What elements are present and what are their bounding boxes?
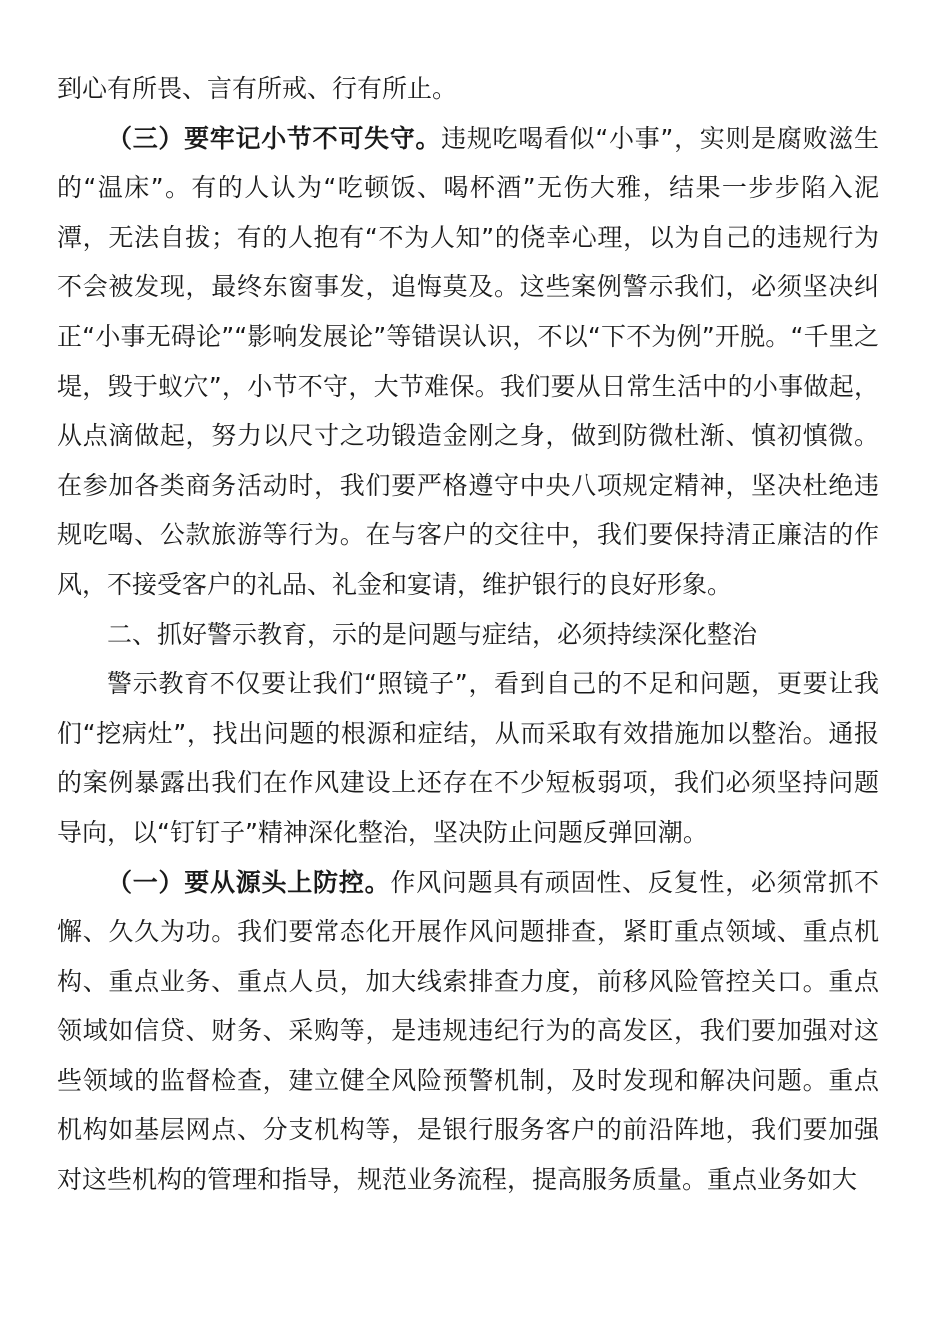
section-heading-text: 二、抓好警示教育，示的是问题与症结，必须持续深化整治	[107, 619, 758, 649]
paragraph-4-text: 警示教育不仅要让我们“照镜子”，看到自己的不足和问题，更要让我们“挖病灶”，找出问题的根源和症结，从而采取有效措施加以整治。通报的案例暴露出我们在作风建设上还存在不少短板弱项，我们必须坚持问题导向，以“钉钉子”精神深化整治，坚决防止问题反弹回潮。	[57, 669, 879, 847]
section-heading	[57, 610, 879, 660]
paragraph-1-text: 到心有所畏、言有所戒、行有所止。	[57, 74, 458, 103]
paragraph-5-text: 作风问题具有顽固性、反复性，必须常抓不懈、久久为功。我们要常态化开展作风问题排查，紧盯重点领域、重点机构、重点业务、重点人员，加大线索排查力度，前移风险管控关口。重点领域如信贷、财务、采购等，是违规违纪行为的高发区，我们要加强对这些领域的监督检查，建立健全风险预警机制，及时发现和解决问题。重点机构如基层网点、分支机构等，是银行服务客户的前沿阵地，我们要加强对这些机构的管理和指导，规范业务流程，提高服务质量。重点业务如大	[57, 867, 879, 1195]
paragraph-2-text: 违规吃喝看似“小事”，实则是腐败滋生的“温床”。有的人认为“吃顿饭、喝杯酒”无伤大雅，结果一步步陷入泥潭，无法自拔；有的人抱有“不为人知”的侥幸心理，以为自己的违规行为不会被发现，最终东窗事发，追悔莫及。这些案例警示我们，必须坚决纠正“小事无碍论”“影响发展论”等错误认识，不以“下不为例”开脱。“千里之堤，毁于蚁穴”，小节不守，大节难保。我们要从日常生活中的小事做起，从点滴做起，努力以尺寸之功锻造金刚之身，做到防微杜渐、慎初慎微。在参加各类商务活动时，我们要严格遵守中央八项规定精神，坚决杜绝违规吃喝、公款旅游等行为。在与客户的交往中，我们要保持清正廉洁的作风，不接受客户的礼品、礼金和宴请，维护银行的良好形象。	[57, 123, 879, 599]
paragraph-1	[57, 64, 879, 114]
paragraph-2-heading: （三）要牢记小节不可失守。	[107, 123, 442, 153]
paragraph-5-heading: （一）要从源头上防控。	[107, 867, 391, 897]
paragraph-4	[57, 659, 879, 857]
paragraph-5	[57, 858, 879, 1205]
document-body	[57, 64, 879, 1205]
paragraph-2	[57, 114, 879, 610]
